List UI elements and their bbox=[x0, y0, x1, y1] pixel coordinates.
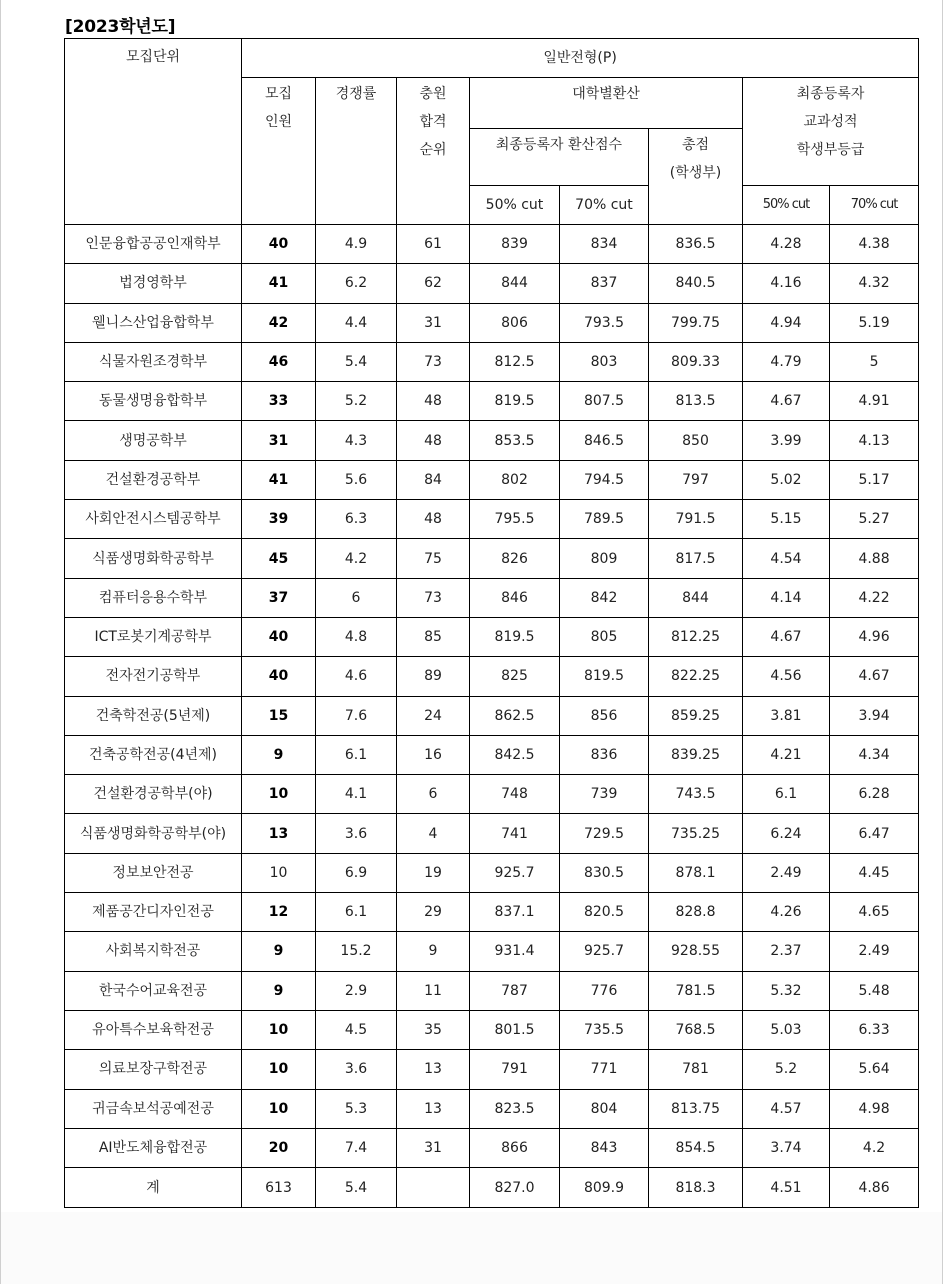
cell-competition-rate: 6.9 bbox=[316, 853, 397, 892]
cell-score-cut50: 826 bbox=[470, 539, 560, 578]
cell-waitlist-rank: 4 bbox=[397, 814, 470, 853]
table-row bbox=[65, 617, 919, 656]
table-row bbox=[65, 696, 919, 735]
cell-grade-cut70: 4.88 bbox=[830, 539, 919, 578]
cell-grade-cut70: 2.49 bbox=[830, 932, 919, 971]
cell-grade-cut50: 4.67 bbox=[743, 617, 830, 656]
cell-competition-rate: 7.4 bbox=[316, 1128, 397, 1167]
table-row bbox=[65, 932, 919, 971]
cell-quota: 40 bbox=[242, 617, 316, 656]
cell-score-cut50: 844 bbox=[470, 264, 560, 303]
cell-unit-name: 의료보장구학전공 bbox=[65, 1050, 242, 1089]
cell-grade-cut70: 6.28 bbox=[830, 775, 919, 814]
total-cell-competition-rate: 5.4 bbox=[316, 1168, 397, 1208]
cell-waitlist-rank: 31 bbox=[397, 303, 470, 342]
cell-waitlist-rank: 62 bbox=[397, 264, 470, 303]
cell-waitlist-rank: 75 bbox=[397, 539, 470, 578]
cell-grade-cut70: 4.67 bbox=[830, 657, 919, 696]
cell-competition-rate: 4.4 bbox=[316, 303, 397, 342]
cell-grade-cut70: 5 bbox=[830, 342, 919, 381]
table-body bbox=[65, 225, 919, 1208]
cell-waitlist-rank: 13 bbox=[397, 1089, 470, 1128]
cell-competition-rate: 4.8 bbox=[316, 617, 397, 656]
cell-quota: 12 bbox=[242, 893, 316, 932]
cell-waitlist-rank: 24 bbox=[397, 696, 470, 735]
cell-unit-name: 컴퓨터응용수학부 bbox=[65, 578, 242, 617]
table-row bbox=[65, 264, 919, 303]
cell-grade-cut70: 4.91 bbox=[830, 382, 919, 421]
cell-score-cut70: 803 bbox=[560, 342, 649, 381]
cell-score-cut70: 739 bbox=[560, 775, 649, 814]
cell-grade-cut50: 4.54 bbox=[743, 539, 830, 578]
left-border bbox=[0, 0, 1, 1284]
cell-total-score: 878.1 bbox=[649, 853, 743, 892]
cell-score-cut50: 853.5 bbox=[470, 421, 560, 460]
cell-grade-cut70: 4.45 bbox=[830, 853, 919, 892]
cell-score-cut70: 805 bbox=[560, 617, 649, 656]
cell-competition-rate: 4.5 bbox=[316, 1010, 397, 1049]
cell-score-cut70: 843 bbox=[560, 1128, 649, 1167]
total-row bbox=[65, 1168, 919, 1208]
cell-waitlist-rank: 73 bbox=[397, 578, 470, 617]
page-bottom-area bbox=[1, 1212, 942, 1284]
cell-total-score: 817.5 bbox=[649, 539, 743, 578]
cell-grade-cut50: 4.21 bbox=[743, 735, 830, 774]
cell-grade-cut50: 6.24 bbox=[743, 814, 830, 853]
cell-grade-cut50: 2.37 bbox=[743, 932, 830, 971]
cell-grade-cut50: 4.28 bbox=[743, 225, 830, 264]
right-border bbox=[942, 0, 943, 1284]
cell-score-cut70: 807.5 bbox=[560, 382, 649, 421]
cell-grade-cut50: 3.74 bbox=[743, 1128, 830, 1167]
cell-competition-rate: 7.6 bbox=[316, 696, 397, 735]
cell-unit-name: 생명공학부 bbox=[65, 421, 242, 460]
header-quota: 모집 인원 bbox=[242, 78, 316, 225]
cell-unit-name: 귀금속보석공예전공 bbox=[65, 1089, 242, 1128]
cell-competition-rate: 4.9 bbox=[316, 225, 397, 264]
cell-score-cut50: 842.5 bbox=[470, 735, 560, 774]
cell-competition-rate: 5.3 bbox=[316, 1089, 397, 1128]
cell-unit-name: 건축학전공(5년제) bbox=[65, 696, 242, 735]
cell-score-cut50: 801.5 bbox=[470, 1010, 560, 1049]
cell-competition-rate: 6.3 bbox=[316, 500, 397, 539]
cell-grade-cut50: 5.2 bbox=[743, 1050, 830, 1089]
cell-grade-cut50: 6.1 bbox=[743, 775, 830, 814]
admission-results-table bbox=[64, 38, 919, 1208]
cell-score-cut70: 820.5 bbox=[560, 893, 649, 932]
cell-grade-cut70: 5.17 bbox=[830, 460, 919, 499]
cell-quota: 10 bbox=[242, 775, 316, 814]
cell-competition-rate: 6.1 bbox=[316, 735, 397, 774]
cell-grade-cut50: 5.32 bbox=[743, 971, 830, 1010]
cell-score-cut70: 819.5 bbox=[560, 657, 649, 696]
cell-grade-cut70: 4.32 bbox=[830, 264, 919, 303]
cell-quota: 31 bbox=[242, 421, 316, 460]
cell-grade-cut50: 3.81 bbox=[743, 696, 830, 735]
cell-waitlist-rank: 35 bbox=[397, 1010, 470, 1049]
cell-total-score: 844 bbox=[649, 578, 743, 617]
cell-unit-name: 전자전기공학부 bbox=[65, 657, 242, 696]
cell-quota: 39 bbox=[242, 500, 316, 539]
cell-unit-name: 건설환경공학부(야) bbox=[65, 775, 242, 814]
cell-unit-name: 제품공간디자인전공 bbox=[65, 893, 242, 932]
cell-competition-rate: 6.1 bbox=[316, 893, 397, 932]
cell-quota: 45 bbox=[242, 539, 316, 578]
table-row bbox=[65, 853, 919, 892]
cell-competition-rate: 4.1 bbox=[316, 775, 397, 814]
cell-total-score: 839.25 bbox=[649, 735, 743, 774]
cell-total-score: 854.5 bbox=[649, 1128, 743, 1167]
cell-score-cut70: 809 bbox=[560, 539, 649, 578]
table-row bbox=[65, 303, 919, 342]
header-conversion: 대학별환산 bbox=[470, 78, 743, 129]
table-row bbox=[65, 775, 919, 814]
cell-quota: 9 bbox=[242, 735, 316, 774]
total-cell-total-score: 818.3 bbox=[649, 1168, 743, 1208]
total-cell-grade-cut50: 4.51 bbox=[743, 1168, 830, 1208]
cell-total-score: 928.55 bbox=[649, 932, 743, 971]
cell-total-score: 797 bbox=[649, 460, 743, 499]
table-row bbox=[65, 735, 919, 774]
cell-unit-name: 한국수어교육전공 bbox=[65, 971, 242, 1010]
cell-grade-cut70: 4.65 bbox=[830, 893, 919, 932]
cell-competition-rate: 4.2 bbox=[316, 539, 397, 578]
cell-waitlist-rank: 61 bbox=[397, 225, 470, 264]
cell-competition-rate: 6 bbox=[316, 578, 397, 617]
cell-waitlist-rank: 89 bbox=[397, 657, 470, 696]
table-row bbox=[65, 578, 919, 617]
header-grade: 최종등록자 교과성적 학생부등급 bbox=[743, 78, 919, 186]
cell-score-cut50: 741 bbox=[470, 814, 560, 853]
cell-grade-cut50: 4.94 bbox=[743, 303, 830, 342]
cell-grade-cut70: 5.19 bbox=[830, 303, 919, 342]
cell-score-cut70: 925.7 bbox=[560, 932, 649, 971]
cell-waitlist-rank: 31 bbox=[397, 1128, 470, 1167]
table-row bbox=[65, 1010, 919, 1049]
cell-grade-cut50: 5.02 bbox=[743, 460, 830, 499]
cell-score-cut50: 837.1 bbox=[470, 893, 560, 932]
header-unit: 모집단위 bbox=[65, 39, 242, 225]
table-row bbox=[65, 460, 919, 499]
cell-score-cut70: 856 bbox=[560, 696, 649, 735]
cell-score-cut50: 787 bbox=[470, 971, 560, 1010]
cell-score-cut50: 823.5 bbox=[470, 1089, 560, 1128]
table-row bbox=[65, 421, 919, 460]
cell-score-cut50: 802 bbox=[470, 460, 560, 499]
cell-competition-rate: 5.6 bbox=[316, 460, 397, 499]
total-cell-grade-cut70: 4.86 bbox=[830, 1168, 919, 1208]
cell-score-cut50: 839 bbox=[470, 225, 560, 264]
cell-grade-cut50: 4.57 bbox=[743, 1089, 830, 1128]
cell-grade-cut70: 4.98 bbox=[830, 1089, 919, 1128]
total-cell-score-cut50: 827.0 bbox=[470, 1168, 560, 1208]
cell-grade-cut70: 4.13 bbox=[830, 421, 919, 460]
cell-score-cut70: 735.5 bbox=[560, 1010, 649, 1049]
cell-quota: 10 bbox=[242, 1089, 316, 1128]
cell-grade-cut70: 4.2 bbox=[830, 1128, 919, 1167]
table-row bbox=[65, 1089, 919, 1128]
cell-total-score: 859.25 bbox=[649, 696, 743, 735]
total-cell-waitlist-rank bbox=[397, 1168, 470, 1208]
cell-score-cut70: 830.5 bbox=[560, 853, 649, 892]
cell-unit-name: 동물생명융합학부 bbox=[65, 382, 242, 421]
header-final-score: 최종등록자 환산점수 bbox=[470, 129, 649, 186]
cell-grade-cut70: 5.27 bbox=[830, 500, 919, 539]
cell-waitlist-rank: 48 bbox=[397, 382, 470, 421]
header-score-cut50: 50% cut bbox=[470, 186, 560, 225]
cell-unit-name: 정보보안전공 bbox=[65, 853, 242, 892]
cell-grade-cut50: 4.16 bbox=[743, 264, 830, 303]
cell-quota: 40 bbox=[242, 657, 316, 696]
table-row bbox=[65, 342, 919, 381]
cell-quota: 13 bbox=[242, 814, 316, 853]
cell-unit-name: 식품생명화학공학부 bbox=[65, 539, 242, 578]
cell-grade-cut70: 4.96 bbox=[830, 617, 919, 656]
cell-score-cut70: 836 bbox=[560, 735, 649, 774]
cell-grade-cut50: 4.26 bbox=[743, 893, 830, 932]
cell-unit-name: AI반도체융합전공 bbox=[65, 1128, 242, 1167]
header-group: 일반전형(P) bbox=[242, 39, 919, 78]
cell-quota: 41 bbox=[242, 264, 316, 303]
cell-competition-rate: 4.6 bbox=[316, 657, 397, 696]
cell-score-cut70: 834 bbox=[560, 225, 649, 264]
cell-total-score: 812.25 bbox=[649, 617, 743, 656]
cell-unit-name: 건설환경공학부 bbox=[65, 460, 242, 499]
cell-grade-cut50: 4.56 bbox=[743, 657, 830, 696]
cell-quota: 10 bbox=[242, 1010, 316, 1049]
cell-waitlist-rank: 29 bbox=[397, 893, 470, 932]
cell-total-score: 781.5 bbox=[649, 971, 743, 1010]
total-cell-unit-name: 계 bbox=[65, 1168, 242, 1208]
table-row bbox=[65, 814, 919, 853]
cell-quota: 9 bbox=[242, 971, 316, 1010]
cell-grade-cut70: 4.34 bbox=[830, 735, 919, 774]
cell-grade-cut70: 4.22 bbox=[830, 578, 919, 617]
cell-score-cut50: 806 bbox=[470, 303, 560, 342]
cell-grade-cut50: 4.79 bbox=[743, 342, 830, 381]
cell-score-cut50: 866 bbox=[470, 1128, 560, 1167]
header-grade-cut70: 70% cut bbox=[830, 186, 919, 225]
cell-waitlist-rank: 9 bbox=[397, 932, 470, 971]
cell-waitlist-rank: 48 bbox=[397, 500, 470, 539]
cell-grade-cut50: 3.99 bbox=[743, 421, 830, 460]
cell-waitlist-rank: 6 bbox=[397, 775, 470, 814]
cell-competition-rate: 5.4 bbox=[316, 342, 397, 381]
cell-unit-name: 웰니스산업융합학부 bbox=[65, 303, 242, 342]
table-row bbox=[65, 1050, 919, 1089]
cell-unit-name: 유아특수보육학전공 bbox=[65, 1010, 242, 1049]
cell-score-cut70: 776 bbox=[560, 971, 649, 1010]
cell-waitlist-rank: 11 bbox=[397, 971, 470, 1010]
cell-waitlist-rank: 85 bbox=[397, 617, 470, 656]
cell-competition-rate: 3.6 bbox=[316, 814, 397, 853]
cell-score-cut50: 931.4 bbox=[470, 932, 560, 971]
cell-total-score: 735.25 bbox=[649, 814, 743, 853]
cell-score-cut70: 729.5 bbox=[560, 814, 649, 853]
cell-score-cut50: 819.5 bbox=[470, 382, 560, 421]
cell-quota: 37 bbox=[242, 578, 316, 617]
cell-unit-name: 식물자원조경학부 bbox=[65, 342, 242, 381]
cell-quota: 42 bbox=[242, 303, 316, 342]
cell-waitlist-rank: 13 bbox=[397, 1050, 470, 1089]
cell-quota: 46 bbox=[242, 342, 316, 381]
cell-quota: 10 bbox=[242, 853, 316, 892]
cell-quota: 40 bbox=[242, 225, 316, 264]
cell-waitlist-rank: 19 bbox=[397, 853, 470, 892]
cell-unit-name: 건축공학전공(4년제) bbox=[65, 735, 242, 774]
cell-total-score: 850 bbox=[649, 421, 743, 460]
cell-quota: 41 bbox=[242, 460, 316, 499]
cell-quota: 15 bbox=[242, 696, 316, 735]
cell-competition-rate: 5.2 bbox=[316, 382, 397, 421]
cell-score-cut50: 846 bbox=[470, 578, 560, 617]
cell-total-score: 822.25 bbox=[649, 657, 743, 696]
cell-score-cut50: 825 bbox=[470, 657, 560, 696]
cell-grade-cut70: 5.48 bbox=[830, 971, 919, 1010]
cell-quota: 20 bbox=[242, 1128, 316, 1167]
header-total: 총점 (학생부) bbox=[649, 129, 743, 225]
total-cell-quota: 613 bbox=[242, 1168, 316, 1208]
cell-grade-cut50: 2.49 bbox=[743, 853, 830, 892]
cell-score-cut70: 804 bbox=[560, 1089, 649, 1128]
cell-score-cut50: 795.5 bbox=[470, 500, 560, 539]
cell-competition-rate: 2.9 bbox=[316, 971, 397, 1010]
cell-unit-name: 식품생명화학공학부(야) bbox=[65, 814, 242, 853]
cell-unit-name: 법경영학부 bbox=[65, 264, 242, 303]
header-waitlist-rank: 충원 합격 순위 bbox=[397, 78, 470, 225]
cell-grade-cut70: 6.47 bbox=[830, 814, 919, 853]
table-header bbox=[65, 39, 919, 225]
cell-score-cut50: 812.5 bbox=[470, 342, 560, 381]
table-row bbox=[65, 500, 919, 539]
cell-unit-name: ICT로봇기계공학부 bbox=[65, 617, 242, 656]
cell-competition-rate: 6.2 bbox=[316, 264, 397, 303]
cell-total-score: 799.75 bbox=[649, 303, 743, 342]
cell-total-score: 743.5 bbox=[649, 775, 743, 814]
cell-grade-cut50: 4.67 bbox=[743, 382, 830, 421]
cell-score-cut70: 771 bbox=[560, 1050, 649, 1089]
cell-total-score: 768.5 bbox=[649, 1010, 743, 1049]
cell-score-cut50: 819.5 bbox=[470, 617, 560, 656]
header-grade-cut50: 50% cut bbox=[743, 186, 830, 225]
total-cell-score-cut70: 809.9 bbox=[560, 1168, 649, 1208]
header-competition: 경쟁률 bbox=[316, 78, 397, 225]
page-title: [2023학년도] bbox=[65, 17, 176, 37]
cell-score-cut50: 862.5 bbox=[470, 696, 560, 735]
cell-score-cut70: 789.5 bbox=[560, 500, 649, 539]
cell-total-score: 828.8 bbox=[649, 893, 743, 932]
cell-score-cut70: 794.5 bbox=[560, 460, 649, 499]
cell-total-score: 840.5 bbox=[649, 264, 743, 303]
table-row bbox=[65, 382, 919, 421]
cell-waitlist-rank: 73 bbox=[397, 342, 470, 381]
cell-score-cut50: 748 bbox=[470, 775, 560, 814]
cell-score-cut70: 837 bbox=[560, 264, 649, 303]
cell-total-score: 813.75 bbox=[649, 1089, 743, 1128]
cell-waitlist-rank: 48 bbox=[397, 421, 470, 460]
header-score-cut70: 70% cut bbox=[560, 186, 649, 225]
cell-grade-cut70: 4.38 bbox=[830, 225, 919, 264]
cell-score-cut70: 793.5 bbox=[560, 303, 649, 342]
cell-total-score: 781 bbox=[649, 1050, 743, 1089]
cell-total-score: 836.5 bbox=[649, 225, 743, 264]
cell-total-score: 791.5 bbox=[649, 500, 743, 539]
cell-grade-cut50: 4.14 bbox=[743, 578, 830, 617]
cell-grade-cut70: 5.64 bbox=[830, 1050, 919, 1089]
cell-grade-cut70: 3.94 bbox=[830, 696, 919, 735]
cell-quota: 10 bbox=[242, 1050, 316, 1089]
table-row bbox=[65, 1128, 919, 1167]
cell-competition-rate: 3.6 bbox=[316, 1050, 397, 1089]
cell-grade-cut50: 5.15 bbox=[743, 500, 830, 539]
cell-total-score: 809.33 bbox=[649, 342, 743, 381]
cell-quota: 33 bbox=[242, 382, 316, 421]
table-row bbox=[65, 539, 919, 578]
table-row bbox=[65, 657, 919, 696]
cell-unit-name: 사회복지학전공 bbox=[65, 932, 242, 971]
cell-quota: 9 bbox=[242, 932, 316, 971]
cell-total-score: 813.5 bbox=[649, 382, 743, 421]
cell-score-cut70: 846.5 bbox=[560, 421, 649, 460]
table-row bbox=[65, 893, 919, 932]
cell-grade-cut50: 5.03 bbox=[743, 1010, 830, 1049]
cell-unit-name: 사회안전시스템공학부 bbox=[65, 500, 242, 539]
cell-waitlist-rank: 16 bbox=[397, 735, 470, 774]
table-row bbox=[65, 971, 919, 1010]
cell-score-cut70: 842 bbox=[560, 578, 649, 617]
cell-score-cut50: 791 bbox=[470, 1050, 560, 1089]
cell-competition-rate: 15.2 bbox=[316, 932, 397, 971]
cell-grade-cut70: 6.33 bbox=[830, 1010, 919, 1049]
cell-score-cut50: 925.7 bbox=[470, 853, 560, 892]
cell-competition-rate: 4.3 bbox=[316, 421, 397, 460]
cell-waitlist-rank: 84 bbox=[397, 460, 470, 499]
cell-unit-name: 인문융합공공인재학부 bbox=[65, 225, 242, 264]
table-row bbox=[65, 225, 919, 264]
